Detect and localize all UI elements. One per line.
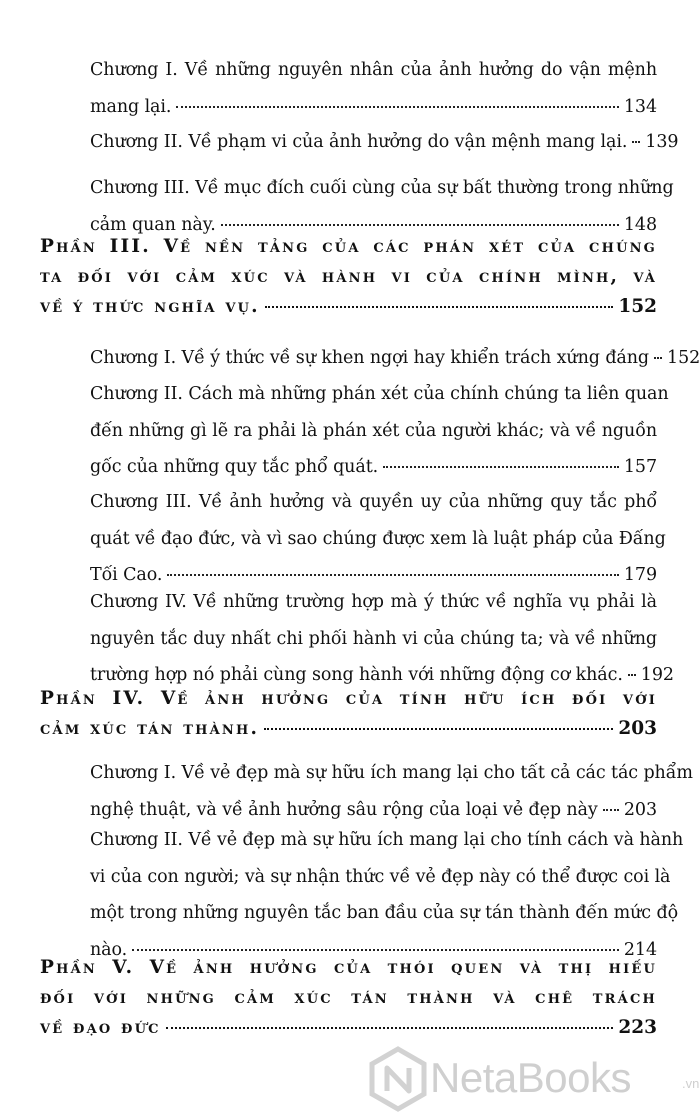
toc-title-text: Chương III. Về mục đích cuối cùng của sự bất thường trong những bbox=[90, 178, 674, 198]
toc-line bbox=[90, 895, 679, 932]
toc-title-text: nào. bbox=[90, 939, 128, 960]
page-number: 152 bbox=[667, 348, 700, 368]
toc-line bbox=[40, 262, 657, 292]
toc-line bbox=[40, 292, 657, 322]
toc-title-text: về ý thức nghĩa vụ. bbox=[40, 296, 260, 317]
netabooks-logo-icon bbox=[368, 1046, 428, 1112]
toc-title-text: Chương III. Về ảnh hưởng và quyền uy của những quy tắc phổ bbox=[90, 492, 657, 512]
toc-line bbox=[90, 755, 693, 792]
dot-leader bbox=[132, 949, 619, 951]
toc-title-text: Phần V. Về ảnh hưởng của thói quen và thị hiếu bbox=[40, 957, 657, 978]
toc-title-text: Tối Cao. bbox=[90, 565, 163, 585]
toc-line bbox=[40, 1013, 657, 1043]
page-number: 134 bbox=[623, 96, 657, 117]
toc-title-text: Phần III. Về nền tảng của các phán xét của chúng bbox=[40, 236, 657, 257]
toc-title-text: Chương I. Về những nguyên nhân của ảnh hưởng do vận mệnh bbox=[90, 60, 657, 80]
toc-line bbox=[90, 89, 657, 126]
toc-line bbox=[40, 714, 657, 744]
page-number: 192 bbox=[640, 665, 674, 685]
page-number: 203 bbox=[623, 799, 657, 820]
dot-leader bbox=[628, 674, 636, 676]
toc-title-text: ta đối với cảm xúc và hành vi của chính mình, và bbox=[40, 266, 657, 287]
toc-title-text: quát về đạo đức, và vì sao chúng được xem là luật pháp của Đấng bbox=[90, 528, 666, 549]
toc-line bbox=[90, 413, 657, 450]
toc-title-text: trường hợp nó phải cùng song hành với những động cơ khác. bbox=[90, 665, 623, 685]
page-number: 203 bbox=[618, 718, 657, 739]
toc-line bbox=[90, 859, 671, 896]
toc-line bbox=[40, 953, 657, 983]
toc-line bbox=[90, 822, 684, 859]
dot-leader bbox=[632, 141, 640, 143]
toc-title-text: về đạo đức bbox=[40, 1017, 161, 1038]
toc-title-text: đối với những cảm xúc tán thành và chê trách bbox=[40, 987, 657, 1008]
page-number: 223 bbox=[618, 1017, 657, 1038]
toc-line bbox=[90, 340, 700, 377]
toc-title-text: đến những gì lẽ ra phải là phán xét của người khác; và về nguồn bbox=[90, 420, 657, 441]
toc-title-text: Chương IV. Về những trường hợp mà ý thức về nghĩa vụ phải là bbox=[90, 592, 657, 612]
dot-leader bbox=[654, 357, 662, 359]
toc-title-text: Chương II. Về phạm vi của ảnh hưởng do vận mệnh mang lại. bbox=[90, 132, 628, 152]
toc-title-text: Chương I. Về ý thức về sự khen ngợi hay khiển trách xứng đáng bbox=[90, 348, 650, 368]
dot-leader bbox=[166, 1027, 614, 1029]
toc-line bbox=[90, 521, 666, 558]
dot-leader bbox=[265, 306, 614, 308]
toc-line bbox=[90, 52, 657, 89]
watermark bbox=[368, 1040, 700, 1120]
toc-line bbox=[90, 484, 657, 521]
toc-line bbox=[40, 684, 657, 714]
page-number: 148 bbox=[623, 214, 657, 235]
toc-title-text: nghệ thuật, và về ảnh hưởng sâu rộng của loại vẻ đẹp này bbox=[90, 799, 598, 820]
toc-title-text: vi của con người; và sự nhận thức về vẻ đẹp này có thể được coi là bbox=[90, 866, 671, 887]
dot-leader bbox=[221, 224, 619, 226]
toc-line bbox=[40, 232, 657, 262]
toc-line bbox=[90, 449, 657, 486]
toc-line bbox=[90, 584, 657, 621]
toc-title-text: nguyên tắc duy nhất chi phối hành vi của chúng ta; và về những bbox=[90, 628, 657, 649]
toc-title-text: một trong những nguyên tắc ban đầu của sự tán thành đến mức độ bbox=[90, 903, 679, 923]
page-number: 214 bbox=[623, 939, 657, 960]
dot-leader bbox=[176, 106, 619, 108]
toc-title-text: cảm xúc tán thành. bbox=[40, 718, 260, 739]
dot-leader bbox=[383, 466, 619, 468]
watermark-suffix: .vn bbox=[682, 1076, 700, 1091]
toc-line bbox=[40, 983, 657, 1013]
toc-line bbox=[90, 124, 679, 161]
toc-title-text: Phần IV. Về ảnh hưởng của tính hữu ích đối với bbox=[40, 688, 657, 709]
toc-title-text: Chương I. Về vẻ đẹp mà sự hữu ích mang lại cho tất cả các tác phẩm bbox=[90, 763, 693, 783]
page-number: 179 bbox=[623, 565, 657, 585]
toc-line bbox=[90, 376, 669, 413]
page-number: 157 bbox=[623, 457, 657, 477]
dot-leader bbox=[603, 809, 619, 811]
dot-leader bbox=[167, 574, 619, 576]
toc-line bbox=[90, 621, 657, 658]
toc-title-text: gốc của những quy tắc phổ quát. bbox=[90, 457, 379, 477]
page-number: 139 bbox=[645, 132, 679, 152]
dot-leader bbox=[264, 728, 613, 730]
toc-title-text: Chương II. Cách mà những phán xét của chính chúng ta liên quan bbox=[90, 384, 669, 404]
page-number: 152 bbox=[618, 296, 657, 317]
watermark-text: NetaBooks bbox=[430, 1054, 631, 1101]
toc-title-text: cảm quan này. bbox=[90, 214, 216, 235]
toc-title-text: mang lại. bbox=[90, 96, 172, 117]
toc-title-text: Chương II. Về vẻ đẹp mà sự hữu ích mang lại cho tính cách và hành bbox=[90, 830, 684, 850]
toc-line bbox=[90, 170, 674, 207]
